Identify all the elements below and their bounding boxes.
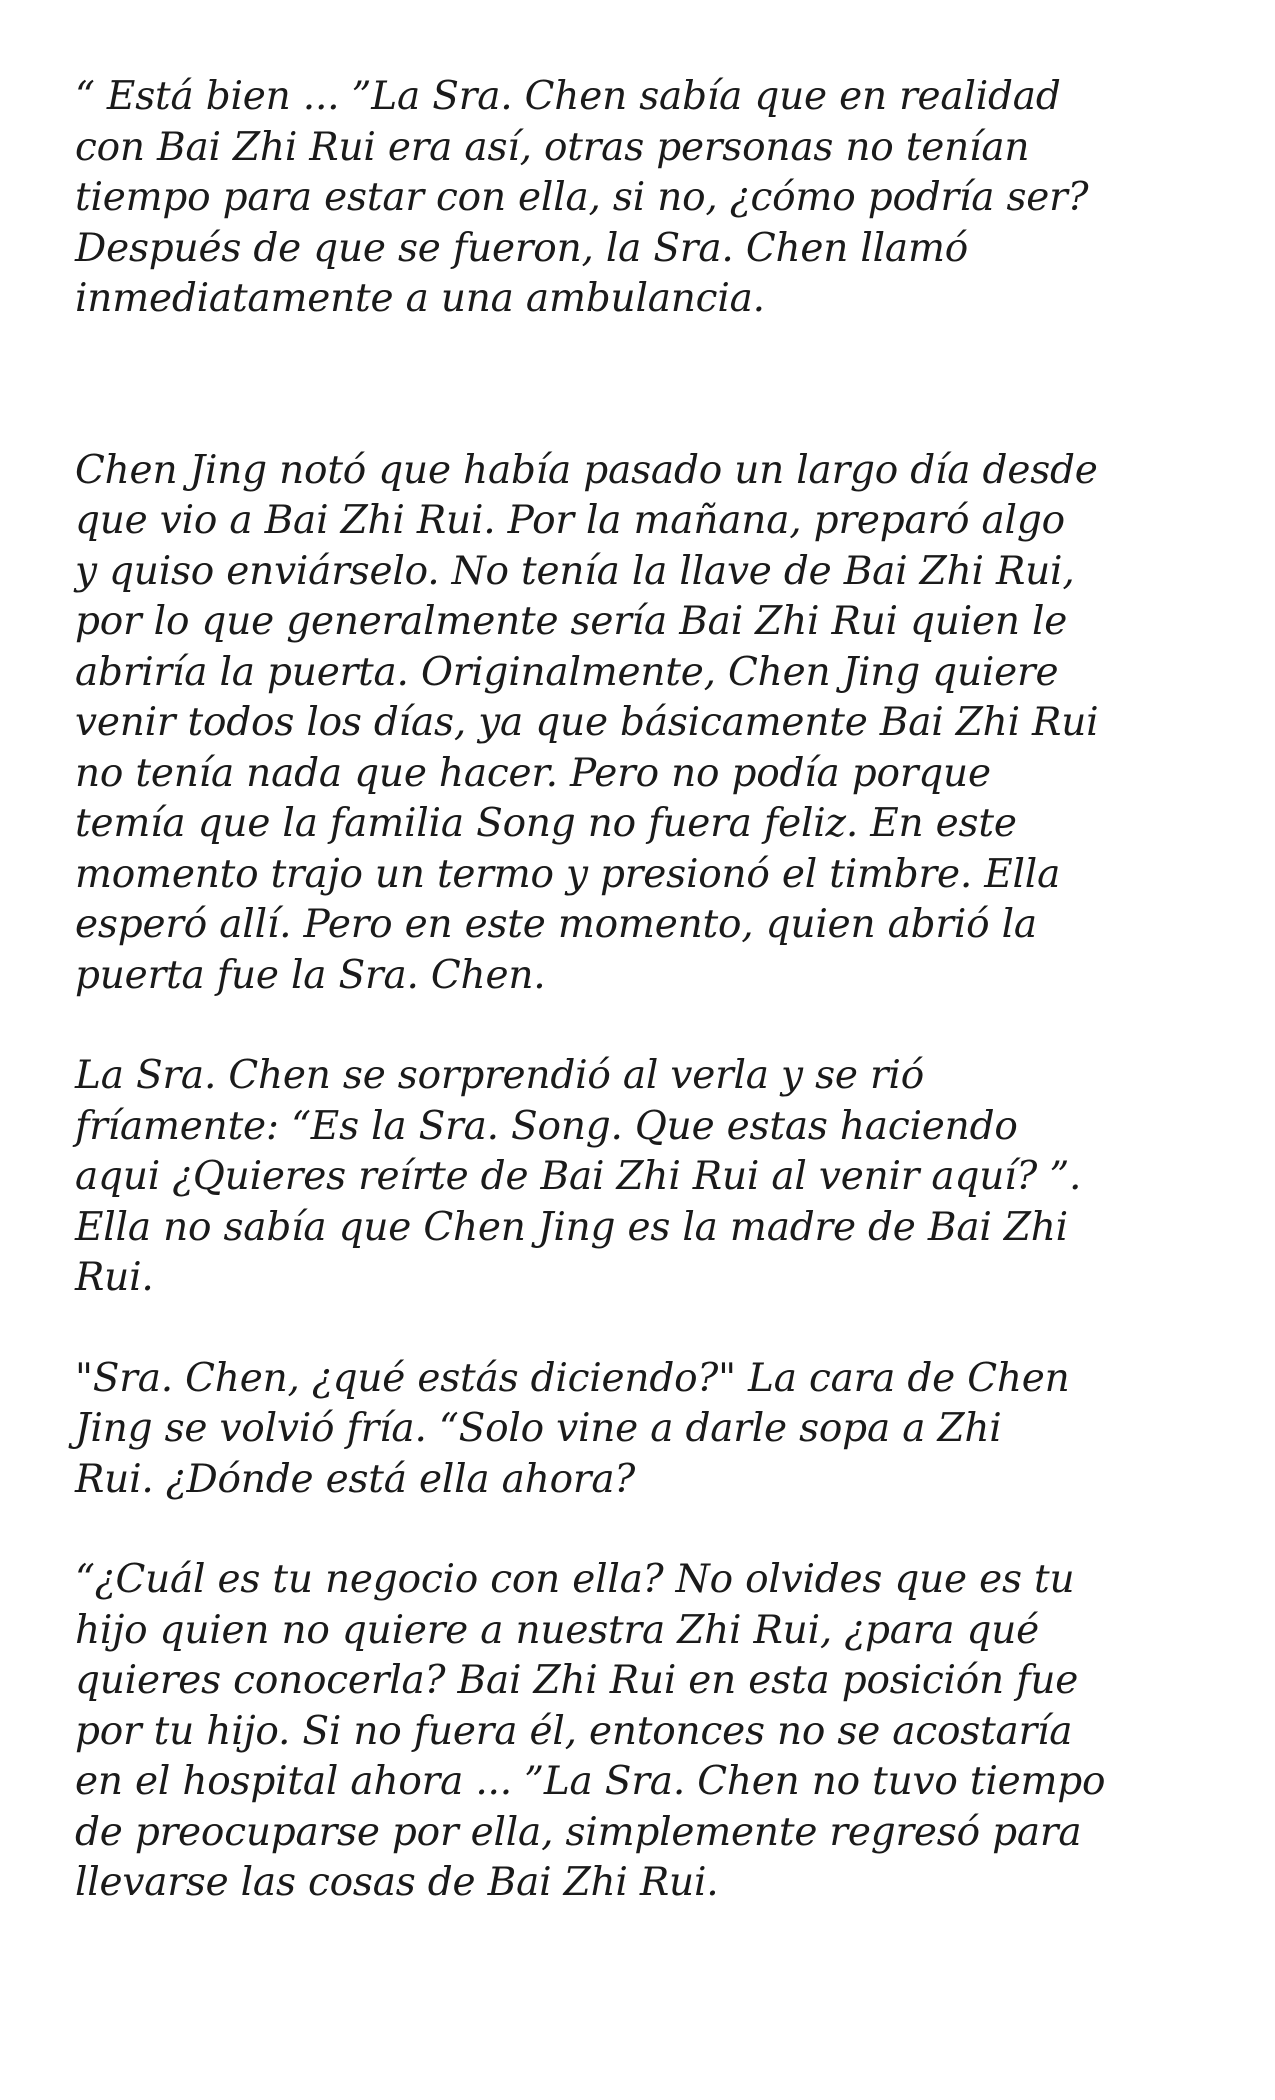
document-body: [75, 72, 1215, 1909]
paragraph-4: "Sra. Chen, ¿qué estás diciendo?" La cara de Chen Jing se volvió fría. “Solo vine a darle sopa a Zhi Rui. ¿Dónde está ella ahora?: [75, 1355, 1070, 1502]
paragraph-3: La Sra. Chen se sorprendió al verla y se rió fríamente: “Es la Sra. Song. Que estas haciendo aqui ¿Quieres reírte de Bai Zhi Rui al venir aquí? ”. Ella no sabía que Chen Jing es la madre de Bai Zhi Rui.: [75, 1053, 1082, 1300]
paragraph-1: “ Está bien ... ”La Sra. Chen sabía que en realidad con Bai Zhi Rui era así, otras personas no tenían tiempo para estar con ella, si no, ¿cómo podría ser? Después de que se fueron, la Sra. Chen llamó inmediatamente a una ambulancia.: [75, 74, 1089, 321]
paragraph-2: Chen Jing notó que había pasado un largo día desde que vio a Bai Zhi Rui. Por la mañana, preparó algo y quiso enviárselo. No tenía la llave de Bai Zhi Rui, por lo que generalmente sería Bai Zhi Rui quien le abriría la puerta. Originalmente, Chen Jing quiere venir todos los días, ya que básicamente Bai Zhi Rui no tenía nada que hacer. Pero no podía porque temía que la familia Song no fuera feliz. En este momento trajo un termo y presionó el timbre. Ella esperó allí. Pero en este momento, quien abrió la puerta fue la Sra. Chen.: [75, 447, 1099, 998]
paragraph-5: “¿Cuál es tu negocio con ella? No olvides que es tu hijo quien no quiere a nuestra Zhi Rui, ¿para qué quieres conocerla? Bai Zhi Rui en esta posición fue por tu hijo. Si no fuera él, entonces no se acostaría en el hospital ahora ... ”La Sra. Chen no tuvo tiempo de preocuparse por ella, simplemente regresó para llevarse las cosas de Bai Zhi Rui.: [75, 1557, 1106, 1905]
